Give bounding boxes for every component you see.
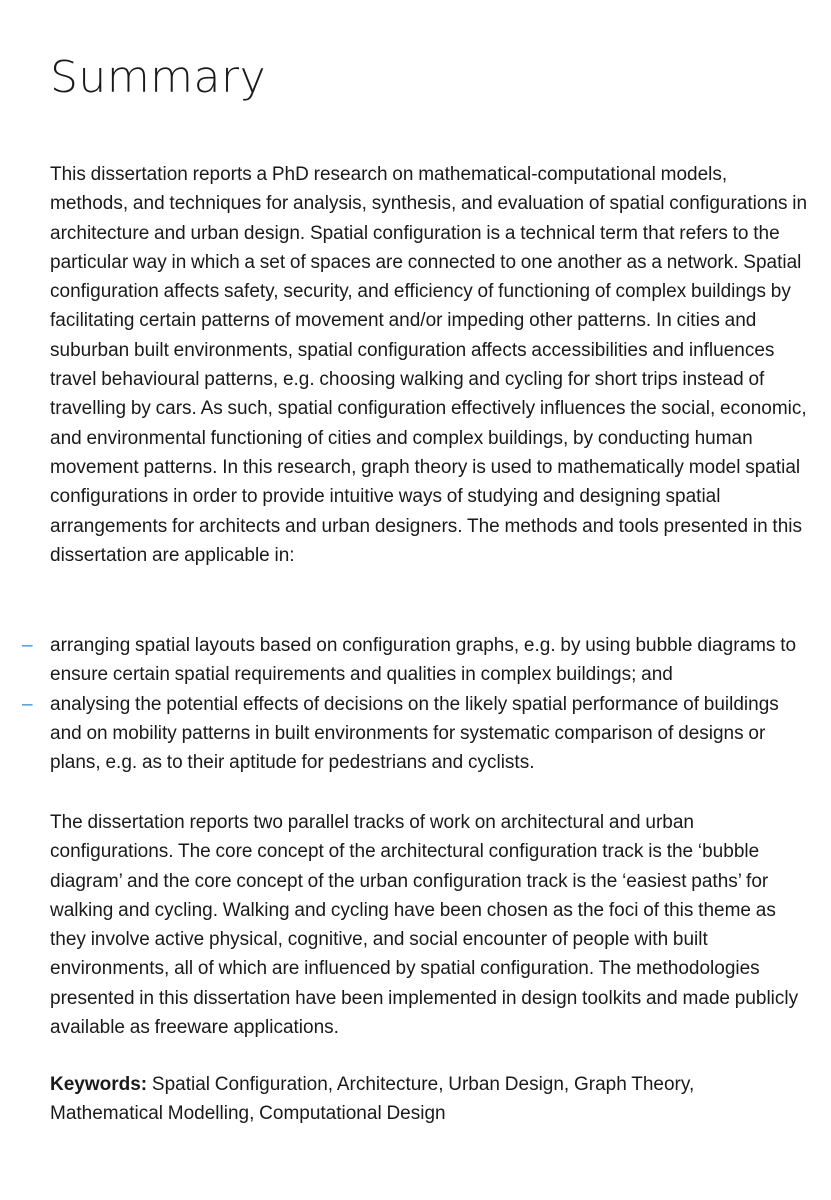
bullet-dash-icon: – (22, 635, 33, 656)
keywords-value: Spatial Configuration, Architecture, Urban Design, Graph Theory, Mathematical Modelling, Computational Design (50, 1074, 695, 1125)
summary-paragraph-2: The dissertation reports two parallel tracks of work on architectural and urban configurations. The core concept of the architectural configuration track is the ‘bubble diagram’ and the core concept of the urban configuration track is the ‘easiest paths’ for walking and cycling. Walking and cycling have been chosen as the foci of this theme as they involve active physical, cognitive, and social encounter of people with built environments, all of which are influenced by spatial configuration. The methodologies presented in this dissertation have been implemented in design toolkits and made publicly available as freeware applications. (50, 812, 799, 1039)
list-item-text: arranging spatial layouts based on configuration graphs, e.g. by using bubble diagrams to ensure certain spatial requirements and qualities in complex buildings; and (50, 635, 797, 686)
list-item-text: analysing the potential effects of decisions on the likely spatial performance of buildings and on mobility patterns in built environments for systematic comparison of designs or plans, e.g. as to their aptitude for pedestrians and cyclists. (50, 693, 779, 774)
applicability-list (22, 631, 810, 777)
keywords-block (50, 1070, 810, 1129)
bullet-dash-icon: – (22, 693, 33, 715)
list-item (22, 631, 810, 690)
list-item (22, 690, 810, 778)
summary-paragraph-1: This dissertation reports a PhD research on mathematical-computational models, methods, and techniques for analysis, synthesis, and evaluation of spatial configurations in architecture and urban design. Spatial configuration is a technical term that refers to the particular way in which a set of spaces are connected to one another as a network. Spatial configuration affects safety, security, and efficiency of functioning of complex buildings by facilitating certain patterns of movement and/or impeding other patterns. In cities and suburban built environments, spatial configuration affects accessibilities and influences travel behavioural patterns, e.g. choosing walking and cycling for short trips instead of travelling by cars. As such, spatial configuration effectively influences the social, economic, and environmental functioning of cities and complex buildings, by conducting human movement patterns. In this research, graph theory is used to mathematically model spatial configurations in order to provide intuitive ways of studying and designing spatial arrangements for architects and urban designers. The methods and tools presented in this dissertation are applicable in: (50, 164, 808, 566)
keywords-label: Keywords: (50, 1074, 148, 1095)
page-title: Summary (50, 52, 267, 103)
